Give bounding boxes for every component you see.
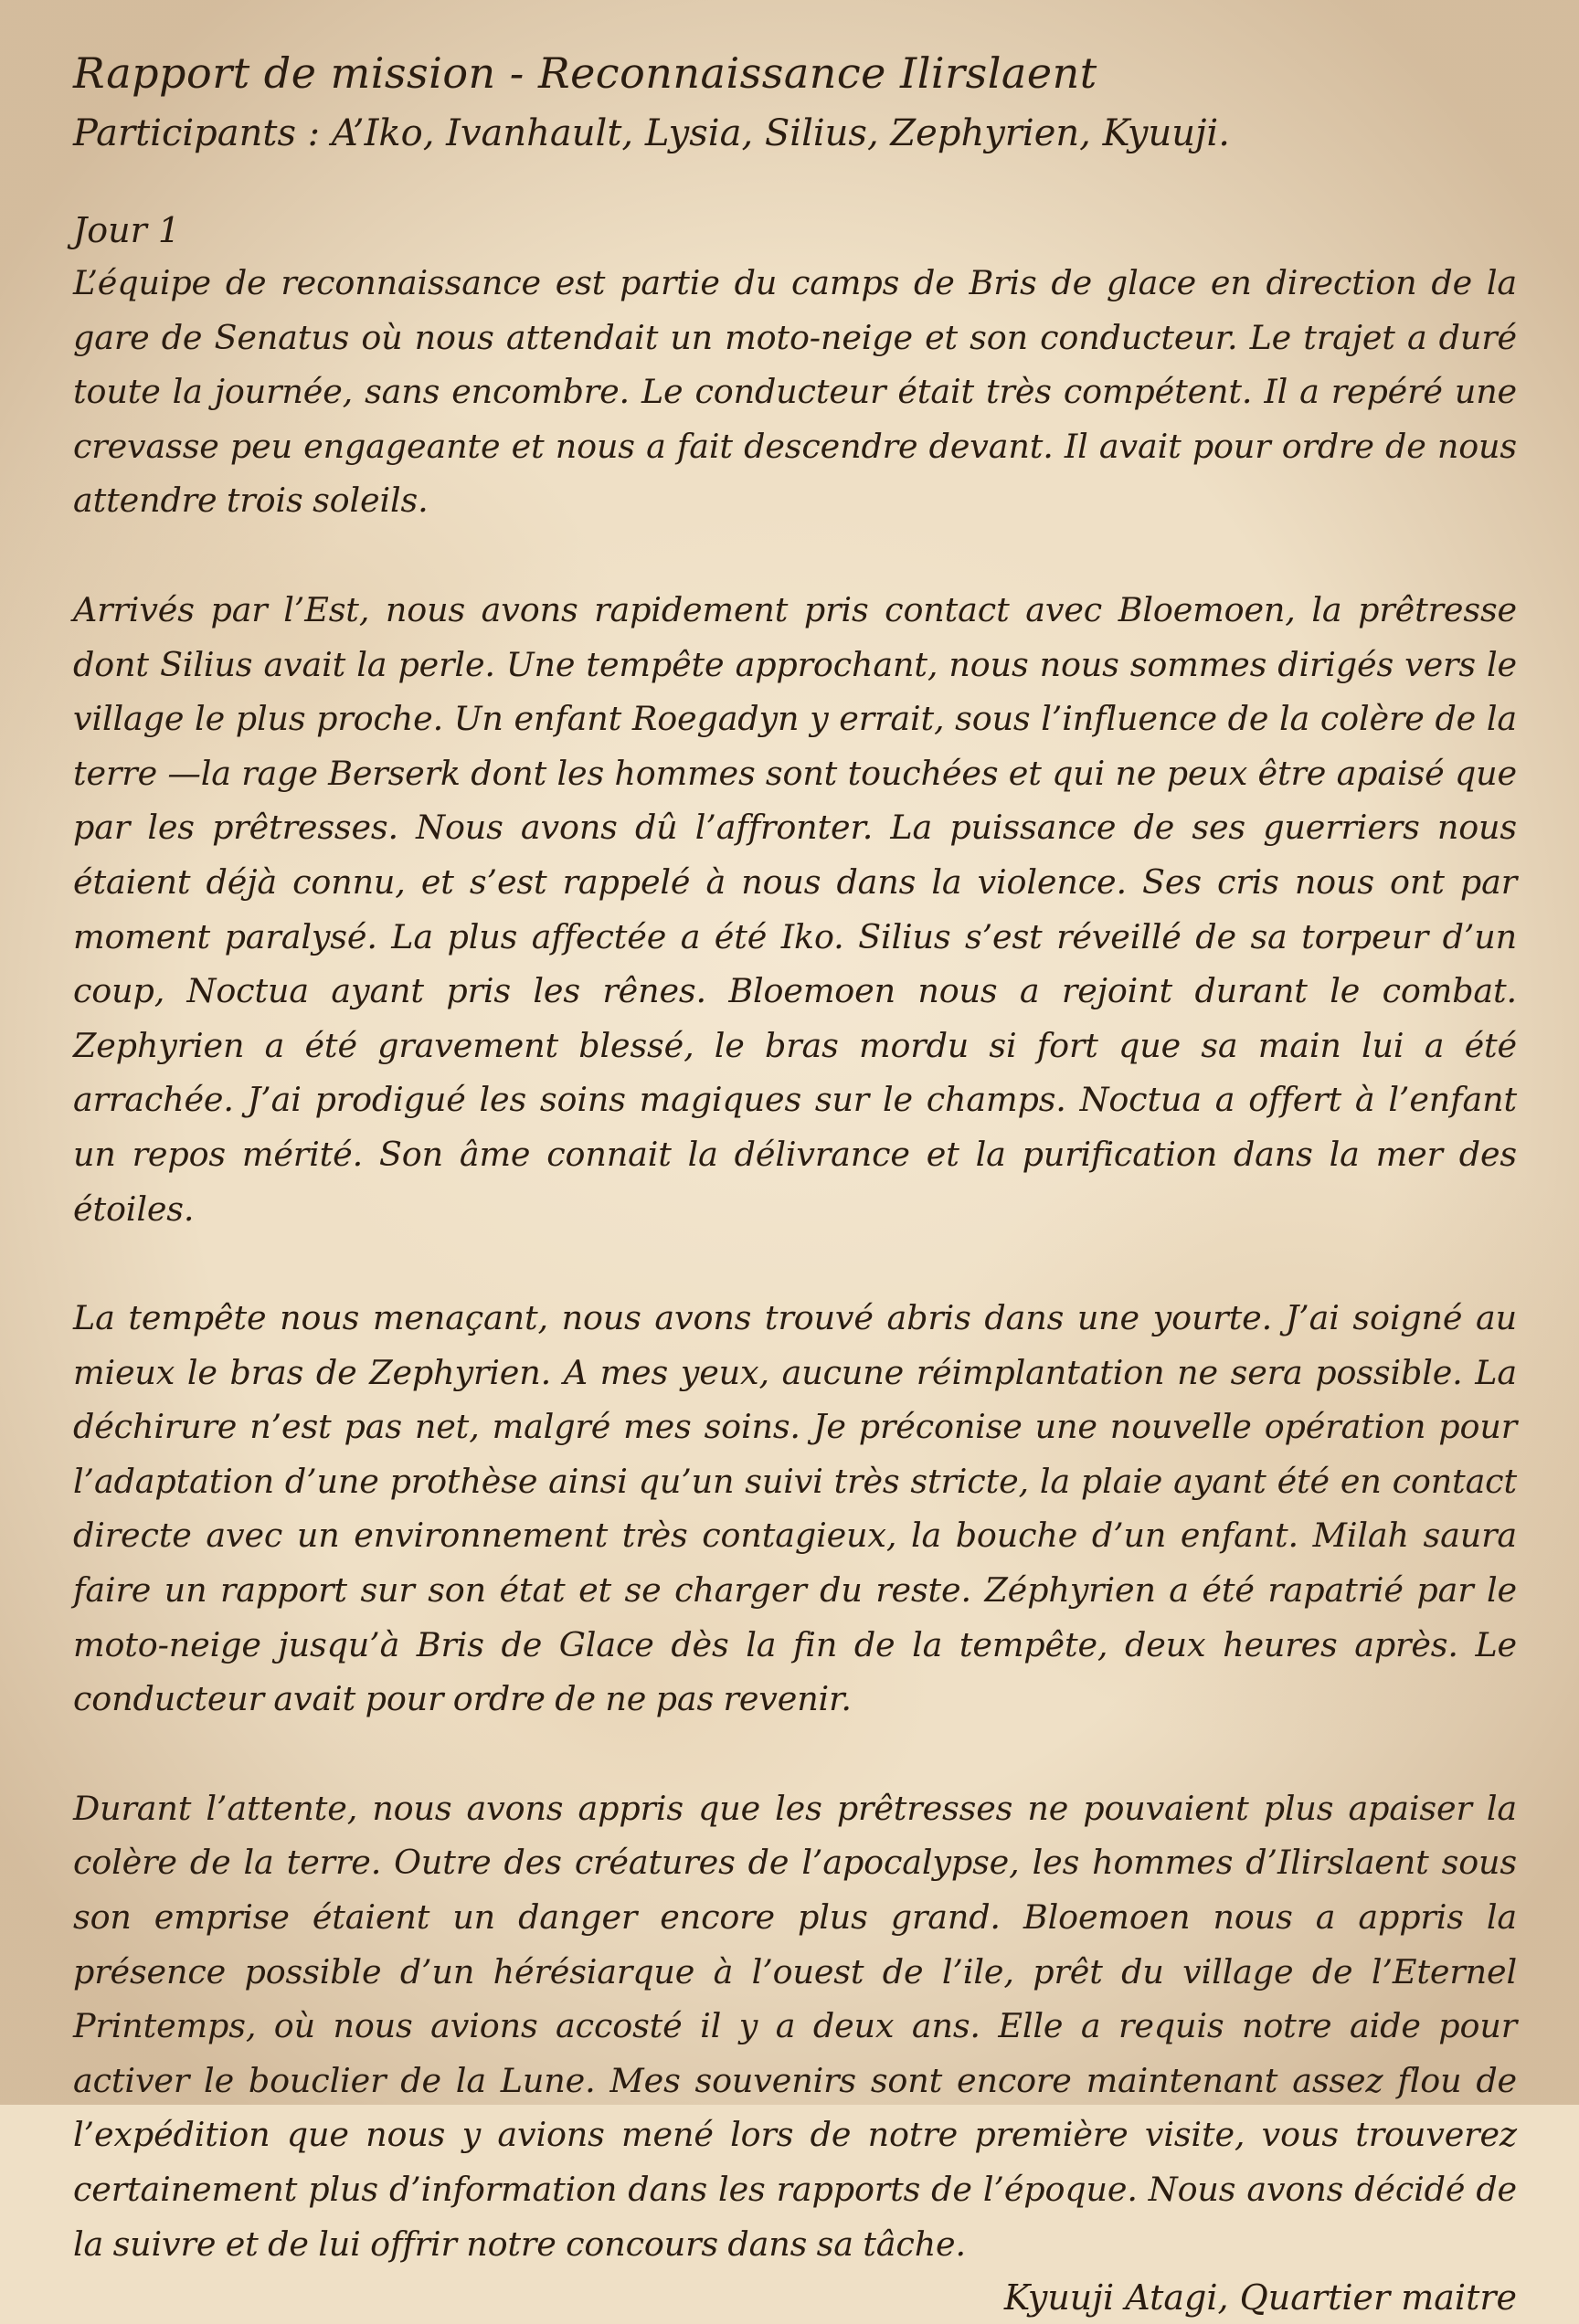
paragraph: La tempête nous menaçant, nous avons trouvé abris dans une yourte. J’ai soigné au mieux le bras de Zephyrien. A mes yeux, aucune réimplantation ne sera possible. La déchirure n’est pas net, malgré mes soins. Je préconise une nouvelle opération pour l’adaptation d’une prothèse ainsi qu’un suivi très stricte, la plaie ayant été en contact directe avec un environnement très contagieux, la bouche d’un enfant. Milah saura faire un rapport sur son état et se charger du reste. Zéphyrien a été rapatrié par le moto-neige jusqu’à Bris de Glace dès la fin de la tempête, deux heures après. Le conducteur avait pour ordre de ne pas revenir. xyxy=(73,1298,1517,1719)
report-title: Rapport de mission - Reconnaissance Ilirslaent xyxy=(73,48,1097,98)
paragraph: Durant l’attente, nous avons appris que les prêtresses ne pouvaient plus apaiser la colère de la terre. Outre des créatures de l’apocalypse, les hommes d’Ilirslaent sous son emprise étaient un danger encore plus grand. Bloemoen nous a appris la présence possible d’un hérésiarque à l’ouest de l’ile, prêt du village de l’Eternel Printemps, où nous avions accosté il y a deux ans. Elle a requis notre aide pour activer le bouclier de la Lune. Mes souvenirs sont encore maintenant assez flou de l’expédition que nous y avions mené lors de notre première visite, vous trouverez certainement plus d’information dans les rapports de l’époque. Nous avons décidé de la suivre et de lui offrir notre concours dans sa tâche. xyxy=(73,1788,1517,2264)
paragraph: Arrivés par l’Est, nous avons rapidement pris contact avec Bloemoen, la prêtresse dont Silius avait la perle. Une tempête approchant, nous nous sommes dirigés vers le village le plus proche. Un enfant Roegadyn y errait, sous l’influence de la colère de la terre —la rage Berserk dont les hommes sont touchées et qui ne peux être apaisé que par les prêtresses. Nous avons dû l’affronter. La puissance de ses guerriers nous étaient déjà connu, et s’est rappelé à nous dans la violence. Ses cris nous ont par moment paralysé. La plus affectée a été Iko. Silius s’est réveillé de sa torpeur d’un coup, Noctua ayant pris les rênes. Bloemoen nous a rejoint durant le combat. Zephyrien a été gravement blessé, le bras mordu si fort que sa main lui a été arrachée. J’ai prodigué les soins magiques sur le champs. Noctua a offert à l’enfant un repos mérité. Son âme connait la délivrance et la purification dans la mer des étoiles. xyxy=(73,589,1517,1229)
paragraph: L’équipe de reconnaissance est partie du camps de Bris de glace en direction de la gare de Senatus où nous attendait un moto-neige et son conducteur. Le trajet a duré toute la journée, sans encombre. Le conducteur était très compétent. Il a repéré une crevasse peu engageante et nous a fait descendre devant. Il avait pour ordre de nous attendre trois soleils. xyxy=(73,263,1517,521)
signature: Kyuuji Atagi, Quartier maitre xyxy=(1003,2277,1517,2319)
day-heading: Jour 1 xyxy=(73,210,181,250)
report-body xyxy=(73,40,1517,2324)
participants-line: Participants : A’Iko, Ivanhault, Lysia, Silius, Zephyrien, Kyuuji. xyxy=(73,112,1230,154)
